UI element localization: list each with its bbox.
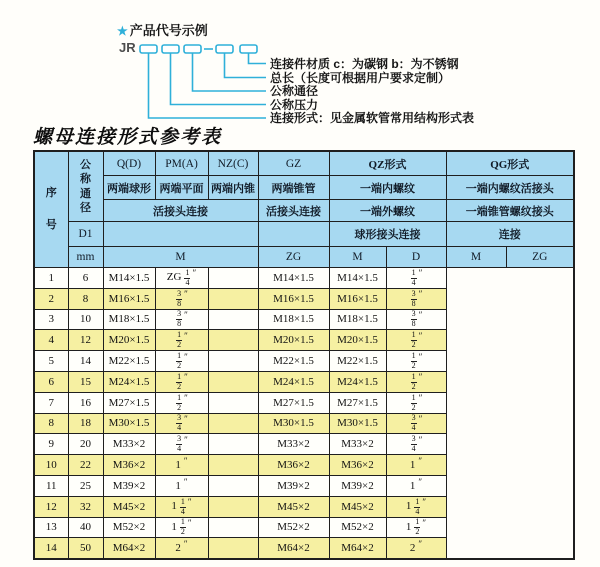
cell-qz-m bbox=[208, 538, 258, 559]
cell-m: M33×2 bbox=[103, 434, 155, 455]
cell-qg-m: M14×1.5 bbox=[329, 268, 386, 289]
cell-seq: 6 bbox=[34, 371, 68, 392]
cell-qg-zg bbox=[386, 330, 446, 351]
dimension-value: $\frac{3}{8}$ ″ bbox=[411, 309, 423, 329]
cell-qz-m bbox=[208, 351, 258, 372]
cell-m: M27×1.5 bbox=[103, 392, 155, 413]
cell-seq: 5 bbox=[34, 351, 68, 372]
header-zg: ZG bbox=[258, 247, 329, 268]
cell-seq: 4 bbox=[34, 330, 68, 351]
code-box-2 bbox=[162, 45, 179, 53]
cell-m: M16×1.5 bbox=[103, 288, 155, 309]
cell-zg bbox=[155, 475, 208, 496]
cell-qz-m bbox=[208, 392, 258, 413]
cell-qg-zg bbox=[386, 288, 446, 309]
cell-qz-d: M45×2 bbox=[258, 496, 329, 517]
cell-seq: 2 bbox=[34, 288, 68, 309]
cell-m: M39×2 bbox=[103, 475, 155, 496]
table-row bbox=[34, 309, 574, 330]
cell-m: M52×2 bbox=[103, 517, 155, 538]
dimension-value: 1 ″ bbox=[409, 456, 423, 472]
cell-qz-m bbox=[208, 288, 258, 309]
cell-seq: 11 bbox=[34, 475, 68, 496]
cell-qg-zg bbox=[386, 496, 446, 517]
table-row bbox=[34, 475, 574, 496]
cell-seq: 7 bbox=[34, 392, 68, 413]
header-empty-gz bbox=[258, 222, 329, 247]
cell-qg-zg bbox=[386, 309, 446, 330]
header-qz-conn: 球形接头连接 bbox=[329, 222, 446, 247]
table-row bbox=[34, 392, 574, 413]
cell-m: M14×1.5 bbox=[103, 268, 155, 289]
label-nominal-press: 公称压力 bbox=[270, 98, 319, 112]
header-gz-desc: 两端锥管 bbox=[258, 176, 329, 200]
dimension-value: $\frac{1}{2}$ ″ bbox=[177, 371, 188, 391]
cell-qz-m bbox=[208, 434, 258, 455]
cell-qz-d: M20×1.5 bbox=[258, 330, 329, 351]
cell-qz-m bbox=[208, 413, 258, 434]
table-row bbox=[34, 434, 574, 455]
cell-qg-zg bbox=[386, 413, 446, 434]
header-qz-desc2: 一端外螺纹 bbox=[329, 200, 446, 222]
cell-qz-d: M24×1.5 bbox=[258, 371, 329, 392]
dimension-value: 1 $\frac{1}{4}$ ″ bbox=[405, 496, 427, 516]
dimension-value: 1 ″ bbox=[175, 476, 188, 492]
cell-seq: 3 bbox=[34, 309, 68, 330]
cell-dn: 16 bbox=[68, 392, 103, 413]
dimension-value: $\frac{1}{4}$ ″ bbox=[411, 267, 423, 287]
cell-zg bbox=[155, 413, 208, 434]
cell-m: M30×1.5 bbox=[103, 413, 155, 434]
header-qg-desc2: 一端锥管螺纹接头 bbox=[446, 200, 574, 222]
cell-m: M36×2 bbox=[103, 455, 155, 476]
header-col-qg: QG形式 bbox=[446, 151, 574, 176]
cell-qg-zg bbox=[386, 538, 446, 559]
cell-zg bbox=[155, 392, 208, 413]
header-qz-m: M bbox=[329, 247, 386, 268]
cell-qg-zg bbox=[386, 392, 446, 413]
label-material: 连接件材质 c：为碳钢 b：为不锈钢 bbox=[270, 57, 459, 71]
cell-qg-m: M30×1.5 bbox=[329, 413, 386, 434]
dimension-value: $\frac{3}{4}$ ″ bbox=[411, 434, 423, 454]
cell-dn: 32 bbox=[68, 496, 103, 517]
dimension-value: $\frac{3}{4}$ ″ bbox=[177, 413, 188, 433]
header-qz-d: D bbox=[386, 247, 446, 268]
cell-qz-m bbox=[208, 330, 258, 351]
cell-qg-m: M45×2 bbox=[329, 496, 386, 517]
header-m: M bbox=[103, 247, 258, 268]
cell-dn: 14 bbox=[68, 351, 103, 372]
cell-seq: 13 bbox=[34, 517, 68, 538]
dimension-value: $\frac{1}{2}$ ″ bbox=[411, 351, 423, 371]
cell-qg-zg bbox=[386, 475, 446, 496]
cell-qz-d: M18×1.5 bbox=[258, 309, 329, 330]
cell-seq: 10 bbox=[34, 455, 68, 476]
cell-zg bbox=[155, 309, 208, 330]
table-row bbox=[34, 496, 574, 517]
dimension-value: 2 ″ bbox=[175, 539, 188, 555]
header-col-nz: NZ(C) bbox=[208, 151, 258, 176]
cell-zg bbox=[155, 330, 208, 351]
dimension-value: $\frac{3}{4}$ ″ bbox=[411, 413, 423, 433]
cell-zg bbox=[155, 496, 208, 517]
header-qg-conn: 连接 bbox=[446, 222, 574, 247]
dimension-value: $\frac{3}{8}$ ″ bbox=[411, 288, 423, 308]
cell-qz-m bbox=[208, 517, 258, 538]
label-total-length: 总长（长度可根据用户要求定制） bbox=[270, 71, 451, 85]
cell-m: M18×1.5 bbox=[103, 309, 155, 330]
table-body bbox=[34, 268, 574, 560]
code-box-1 bbox=[140, 45, 157, 53]
table-row bbox=[34, 288, 574, 309]
cell-zg bbox=[155, 288, 208, 309]
cell-qg-m: M20×1.5 bbox=[329, 330, 386, 351]
nut-connection-table bbox=[33, 150, 575, 560]
cell-qz-d: M36×2 bbox=[258, 455, 329, 476]
cell-qg-zg bbox=[386, 351, 446, 372]
header-col-pm: PM(A) bbox=[155, 151, 208, 176]
cell-qg-m: M16×1.5 bbox=[329, 288, 386, 309]
header-col-qz: QZ形式 bbox=[329, 151, 446, 176]
cell-qz-d: M33×2 bbox=[258, 434, 329, 455]
table-row bbox=[34, 517, 574, 538]
cell-zg bbox=[155, 517, 208, 538]
header-qg-desc1: 一端内螺纹活接头 bbox=[446, 176, 574, 200]
code-box-3 bbox=[184, 45, 201, 53]
dimension-value: 1 $\frac{1}{4}$ ″ bbox=[171, 496, 192, 516]
cell-zg bbox=[155, 351, 208, 372]
cell-qg-m: M36×2 bbox=[329, 455, 386, 476]
dimension-value: $\frac{1}{2}$ ″ bbox=[411, 330, 423, 350]
cell-qz-d: M16×1.5 bbox=[258, 288, 329, 309]
header-seq: 序 号 bbox=[34, 151, 68, 268]
cell-zg bbox=[155, 434, 208, 455]
header-pm-desc: 两端平面 bbox=[155, 176, 208, 200]
dimension-value: 1 $\frac{1}{2}$ ″ bbox=[171, 517, 192, 537]
cell-dn: 20 bbox=[68, 434, 103, 455]
cell-zg bbox=[155, 538, 208, 559]
dimension-value: $\frac{3}{8}$ ″ bbox=[177, 288, 188, 308]
dimension-value: $\frac{1}{2}$ ″ bbox=[177, 392, 188, 412]
cell-seq: 1 bbox=[34, 268, 68, 289]
cell-qg-m: M27×1.5 bbox=[329, 392, 386, 413]
header-gz-conn: 活接头连接 bbox=[258, 200, 329, 222]
cell-qz-m bbox=[208, 371, 258, 392]
cell-qg-m: M24×1.5 bbox=[329, 371, 386, 392]
dimension-value: ZG $\frac{1}{4}$ ″ bbox=[166, 267, 197, 287]
cell-qz-d: M30×1.5 bbox=[258, 413, 329, 434]
table-header bbox=[34, 151, 574, 268]
header-col-qd: Q(D) bbox=[103, 151, 155, 176]
cell-zg bbox=[155, 455, 208, 476]
cell-qz-d: M52×2 bbox=[258, 517, 329, 538]
code-box-5 bbox=[240, 45, 257, 53]
cell-zg bbox=[155, 268, 208, 289]
dimension-value: $\frac{3}{4}$ ″ bbox=[177, 434, 188, 454]
cell-dn: 18 bbox=[68, 413, 103, 434]
cell-qg-m: M52×2 bbox=[329, 517, 386, 538]
dimension-value: $\frac{1}{2}$ ″ bbox=[411, 392, 423, 412]
header-qg-m: M bbox=[446, 247, 506, 268]
dimension-value: 1 $\frac{1}{2}$ ″ bbox=[405, 517, 427, 537]
table-row bbox=[34, 455, 574, 476]
header-d1: D1 bbox=[68, 222, 103, 247]
cell-qz-d: M39×2 bbox=[258, 475, 329, 496]
cell-qz-m bbox=[208, 496, 258, 517]
table-row bbox=[34, 413, 574, 434]
table-row bbox=[34, 330, 574, 351]
header-qg-zg: ZG bbox=[506, 247, 574, 268]
header-mm: mm bbox=[68, 247, 103, 268]
cell-m: M22×1.5 bbox=[103, 351, 155, 372]
cell-qz-m bbox=[208, 268, 258, 289]
header-nz-desc: 两端内锥 bbox=[208, 176, 258, 200]
dimension-value: $\frac{3}{8}$ ″ bbox=[177, 309, 188, 329]
header-union-conn: 活接头连接 bbox=[103, 200, 258, 222]
cell-qz-m bbox=[208, 309, 258, 330]
cell-dn: 10 bbox=[68, 309, 103, 330]
dimension-value: 1 ″ bbox=[409, 476, 423, 492]
cell-qz-m bbox=[208, 455, 258, 476]
cell-dn: 15 bbox=[68, 371, 103, 392]
table-row bbox=[34, 538, 574, 559]
code-prefix: JR bbox=[119, 40, 136, 55]
cell-qg-zg bbox=[386, 455, 446, 476]
dimension-value: $\frac{1}{2}$ ″ bbox=[177, 351, 188, 371]
table-row bbox=[34, 268, 574, 289]
cell-qg-m: M64×2 bbox=[329, 538, 386, 559]
cell-qg-zg bbox=[386, 268, 446, 289]
header-col-gz: GZ bbox=[258, 151, 329, 176]
cell-qg-zg bbox=[386, 371, 446, 392]
header-qz-desc1: 一端内螺纹 bbox=[329, 176, 446, 200]
label-nominal-dia: 公称通径 bbox=[270, 84, 319, 98]
cell-qg-m: M33×2 bbox=[329, 434, 386, 455]
cell-qg-zg bbox=[386, 434, 446, 455]
star-icon: ★ bbox=[117, 24, 128, 38]
header-empty-left bbox=[103, 222, 258, 247]
cell-qg-m: M39×2 bbox=[329, 475, 386, 496]
diagram-title bbox=[117, 20, 208, 39]
cell-seq: 8 bbox=[34, 413, 68, 434]
table-row bbox=[34, 351, 574, 372]
cell-qz-d: M14×1.5 bbox=[258, 268, 329, 289]
header-qd-desc: 两端球形 bbox=[103, 176, 155, 200]
cell-dn: 12 bbox=[68, 330, 103, 351]
diagram-title-text: 产品代号示例 bbox=[129, 23, 208, 38]
cell-qz-d: M27×1.5 bbox=[258, 392, 329, 413]
dimension-value: 2 ″ bbox=[409, 539, 423, 555]
cell-seq: 14 bbox=[34, 538, 68, 559]
table-title: 螺母连接形式参考表 bbox=[33, 126, 223, 148]
label-conn-form: 连接形式：见金属软管常用结构形式表 bbox=[270, 111, 475, 125]
cell-dn: 40 bbox=[68, 517, 103, 538]
cell-seq: 12 bbox=[34, 496, 68, 517]
dimension-value: $\frac{1}{2}$ ″ bbox=[177, 330, 188, 350]
cell-dn: 50 bbox=[68, 538, 103, 559]
cell-qz-d: M64×2 bbox=[258, 538, 329, 559]
cell-m: M24×1.5 bbox=[103, 371, 155, 392]
code-box-4 bbox=[216, 45, 233, 53]
cell-qz-d: M22×1.5 bbox=[258, 351, 329, 372]
table-row bbox=[34, 371, 574, 392]
cell-m: M64×2 bbox=[103, 538, 155, 559]
cell-qg-zg bbox=[386, 517, 446, 538]
cell-dn: 25 bbox=[68, 475, 103, 496]
header-dn: 公 称 通 径 bbox=[68, 151, 103, 222]
cell-dn: 22 bbox=[68, 455, 103, 476]
cell-m: M20×1.5 bbox=[103, 330, 155, 351]
cell-dn: 8 bbox=[68, 288, 103, 309]
cell-dn: 6 bbox=[68, 268, 103, 289]
cell-zg bbox=[155, 371, 208, 392]
cell-m: M45×2 bbox=[103, 496, 155, 517]
dimension-value: $\frac{1}{2}$ ″ bbox=[411, 371, 423, 391]
cell-qz-m bbox=[208, 475, 258, 496]
cell-seq: 9 bbox=[34, 434, 68, 455]
cell-qg-m: M22×1.5 bbox=[329, 351, 386, 372]
cell-qg-m: M18×1.5 bbox=[329, 309, 386, 330]
dimension-value: 1 ″ bbox=[175, 456, 188, 472]
